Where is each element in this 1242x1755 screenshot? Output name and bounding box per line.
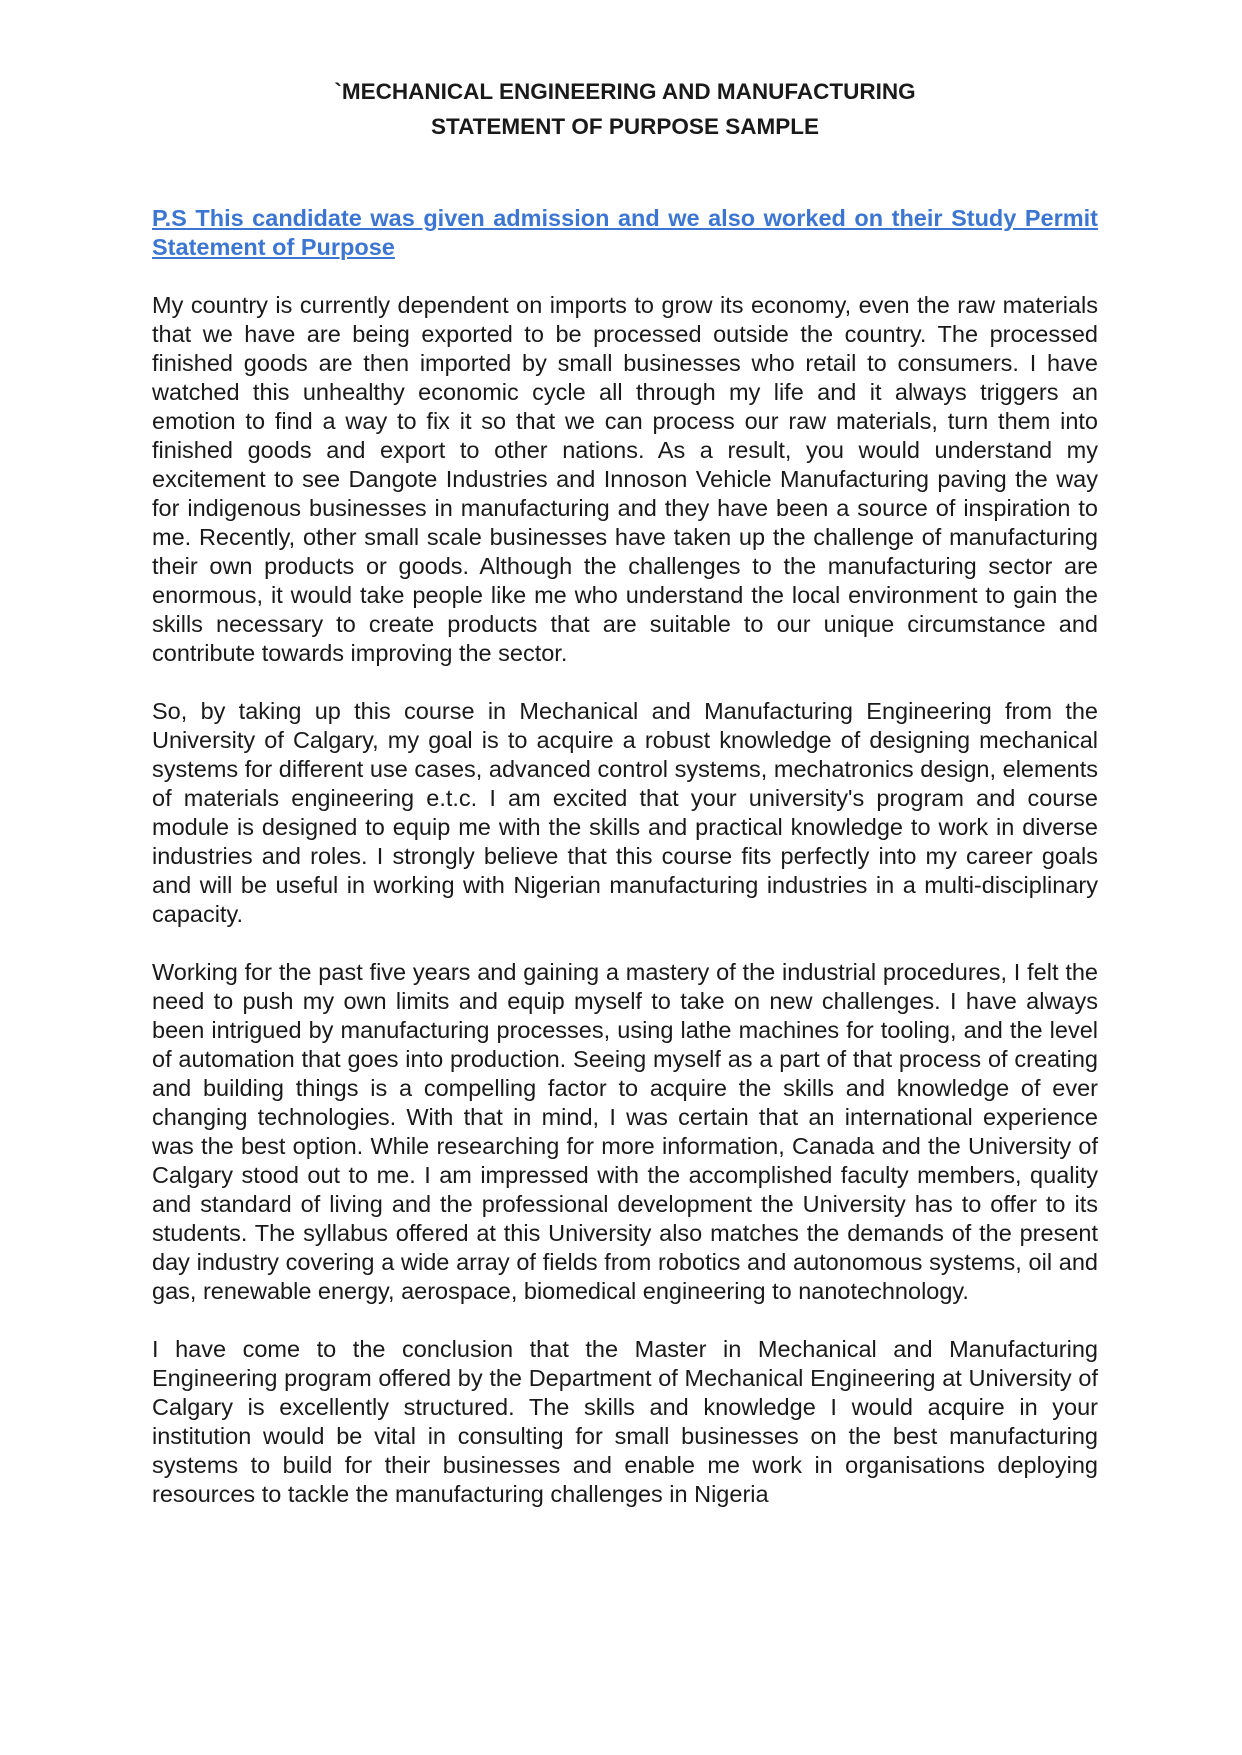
admission-note	[152, 204, 1098, 262]
paragraph-1: My country is currently dependent on imports to grow its economy, even the raw materials that we have are being exported to be processed outside the country. The processed finished goods are then imported by small businesses who retail to consumers. I have watched this unhealthy economic cycle all through my life and it always triggers an emotion to find a way to fix it so that we can process our raw materials, turn them into finished goods and export to other nations. As a result, you would understand my excitement to see Dangote Industries and Innoson Vehicle Manufacturing paving the way for indigenous businesses in manufacturing and they have been a source of inspiration to me. Recently, other small scale businesses have taken up the challenge of manufacturing their own products or goods. Although the challenges to the manufacturing sector are enormous, it would take people like me who understand the local environment to gain the skills necessary to create products that are suitable to our unique circumstance and contribute towards improving the sector.	[152, 292, 1098, 666]
document-title	[152, 74, 1098, 144]
study-permit-link[interactable]: P.S This candidate was given admission and we also worked on their Study Permit Statement of Purpose	[152, 205, 1098, 260]
paragraph-2: So, by taking up this course in Mechanical and Manufacturing Engineering from the University of Calgary, my goal is to acquire a robust knowledge of designing mechanical systems for different use cases, advanced control systems, mechatronics design, elements of materials engineering e.t.c. I am excited that your university's program and course module is designed to equip me with the skills and practical knowledge to work in diverse industries and roles. I strongly believe that this course fits perfectly into my career goals and will be useful in working with Nigerian manufacturing industries in a multi-disciplinary capacity.	[152, 698, 1098, 927]
paragraph-3: Working for the past five years and gaining a mastery of the industrial procedures, I felt the need to push my own limits and equip myself to take on new challenges. I have always been intrigued by manufacturing processes, using lathe machines for tooling, and the level of automation that goes into production. Seeing myself as a part of that process of creating and building things is a compelling factor to acquire the skills and knowledge of ever changing technologies. With that in mind, I was certain that an international experience was the best option. While researching for more information, Canada and the University of Calgary stood out to me. I am impressed with the accomplished faculty members, quality and standard of living and the professional development the University has to offer to its students. The syllabus offered at this University also matches the demands of the present day industry covering a wide array of fields from robotics and autonomous systems, oil and gas, renewable energy, aerospace, biomedical engineering to nanotechnology.	[152, 959, 1098, 1304]
title-line-1: `MECHANICAL ENGINEERING AND MANUFACTURING	[334, 79, 916, 104]
document-page	[152, 74, 1098, 1509]
title-line-2: STATEMENT OF PURPOSE SAMPLE	[431, 114, 819, 139]
paragraph-4: I have come to the conclusion that the Master in Mechanical and Manufacturing Engineering program offered by the Department of Mechanical Engineering at University of Calgary is excellently structured. The skills and knowledge I would acquire in your institution would be vital in consulting for small businesses on the best manufacturing systems to build for their businesses and enable me work in organisations deploying resources to tackle the manufacturing challenges in Nigeria	[152, 1336, 1098, 1507]
